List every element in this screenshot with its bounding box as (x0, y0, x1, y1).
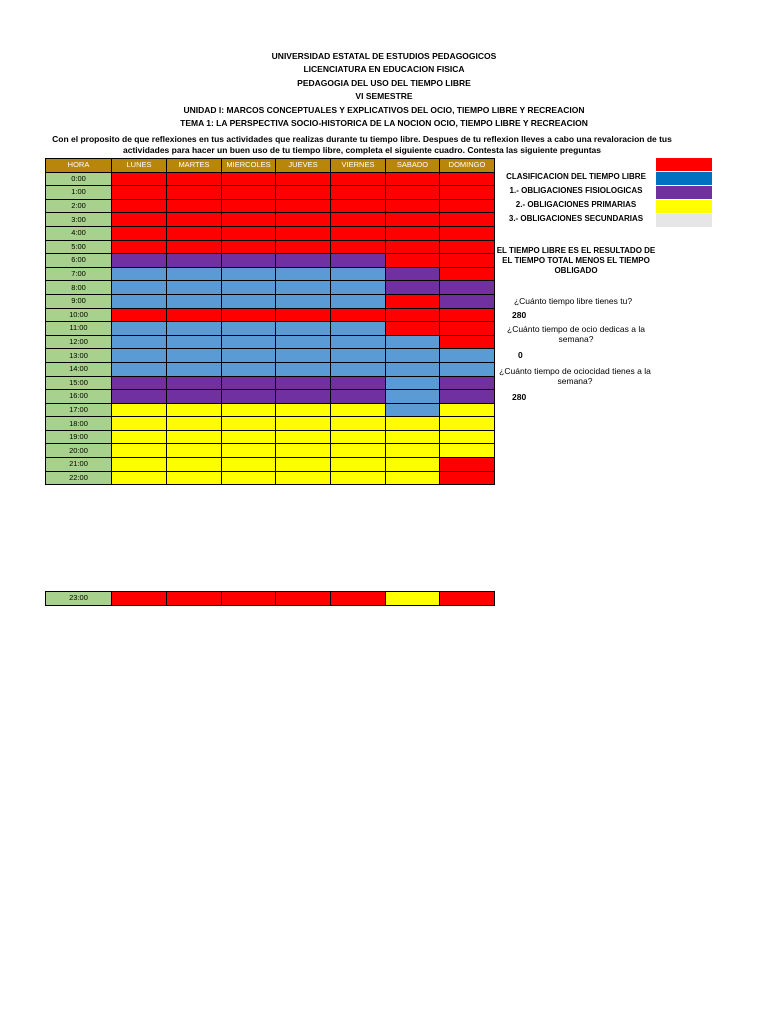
hour-cell: 12:00 (46, 335, 112, 349)
legend-swatch-blue (656, 172, 712, 185)
schedule-cell[interactable] (276, 226, 331, 240)
schedule-table (45, 158, 495, 485)
schedule-cell[interactable] (112, 186, 167, 200)
schedule-cell[interactable] (167, 335, 222, 349)
university-title: UNIVERSIDAD ESTATAL DE ESTUDIOS PEDAGOGICOS (271, 51, 497, 61)
schedule-cell[interactable] (167, 349, 222, 363)
schedule-cell[interactable] (276, 592, 331, 606)
header-cell: MIERCOLES (222, 159, 276, 173)
schedule-cell[interactable] (167, 322, 222, 336)
schedule-cell[interactable] (331, 226, 386, 240)
schedule-cell[interactable] (167, 281, 222, 295)
schedule-cell[interactable] (167, 403, 222, 417)
schedule-cell[interactable] (386, 403, 440, 417)
schedule-cell[interactable] (222, 240, 276, 254)
table-row (46, 335, 495, 349)
hour-cell: 4:00 (46, 226, 112, 240)
schedule-cell[interactable] (386, 471, 440, 485)
schedule-cell[interactable] (386, 335, 440, 349)
hour-cell: 7:00 (46, 267, 112, 281)
schedule-cell[interactable] (222, 226, 276, 240)
schedule-cell[interactable] (440, 444, 495, 458)
schedule-cell[interactable] (276, 186, 331, 200)
schedule-cell[interactable] (440, 213, 495, 227)
hour-cell: 1:00 (46, 186, 112, 200)
schedule-cell[interactable] (386, 186, 440, 200)
schedule-cell[interactable] (386, 294, 440, 308)
hour-cell: 5:00 (46, 240, 112, 254)
schedule-cell[interactable] (167, 226, 222, 240)
schedule-cell[interactable] (440, 335, 495, 349)
schedule-cell[interactable] (276, 254, 331, 268)
table-row (46, 444, 495, 458)
schedule-cell[interactable] (331, 444, 386, 458)
schedule-cell[interactable] (276, 471, 331, 485)
schedule-cell[interactable] (276, 430, 331, 444)
degree-title: LICENCIATURA EN EDUCACION FISICA (303, 64, 465, 74)
schedule-cell[interactable] (276, 458, 331, 472)
schedule-cell[interactable] (440, 322, 495, 336)
schedule-cell[interactable] (276, 240, 331, 254)
schedule-cell[interactable] (440, 417, 495, 431)
schedule-cell[interactable] (331, 376, 386, 390)
schedule-cell[interactable] (167, 390, 222, 404)
schedule-cell[interactable] (112, 199, 167, 213)
schedule-cell[interactable] (331, 240, 386, 254)
schedule-cell[interactable] (167, 592, 222, 606)
schedule-cell[interactable] (222, 186, 276, 200)
schedule-cell[interactable] (222, 199, 276, 213)
schedule-cell[interactable] (112, 349, 167, 363)
schedule-cell[interactable] (276, 362, 331, 376)
legend-swatch-gray (656, 214, 712, 227)
schedule-cell[interactable] (222, 254, 276, 268)
table-row (46, 349, 495, 363)
schedule-cell[interactable] (331, 281, 386, 295)
table-row (46, 172, 495, 186)
schedule-cell[interactable] (440, 186, 495, 200)
schedule-cell[interactable] (386, 199, 440, 213)
header-cell: SABADO (386, 159, 440, 173)
table-row (46, 403, 495, 417)
table-row (46, 376, 495, 390)
schedule-cell[interactable] (386, 592, 440, 606)
hour-cell: 23:00 (46, 592, 112, 606)
hour-cell: 11:00 (46, 322, 112, 336)
schedule-cell[interactable] (167, 430, 222, 444)
legend-title: CLASIFICACION DEL TIEMPO LIBRE (506, 172, 646, 181)
schedule-cell[interactable] (276, 335, 331, 349)
schedule-cell[interactable] (440, 376, 495, 390)
table-row (46, 390, 495, 404)
schedule-cell[interactable] (222, 376, 276, 390)
schedule-cell[interactable] (276, 349, 331, 363)
instructions-text: Con el proposito de que reflexiones en tus actividades que realizas durante tu tiempo libre. Despues de tu reflexion lleves a cabo una revaloracion de tus actividades para hacer un buen uso de tu tiempo libre, completa el siguiente cuadro. Contesta las siguiente preguntas (52, 134, 672, 155)
schedule-cell[interactable] (440, 592, 495, 606)
schedule-cell[interactable] (222, 322, 276, 336)
table-row (46, 226, 495, 240)
schedule-cell[interactable] (440, 281, 495, 295)
table-row (46, 362, 495, 376)
schedule-cell[interactable] (167, 294, 222, 308)
schedule-cell[interactable] (386, 172, 440, 186)
hour-cell: 10:00 (46, 308, 112, 322)
schedule-cell[interactable] (440, 254, 495, 268)
schedule-cell[interactable] (112, 281, 167, 295)
table-row (46, 240, 495, 254)
table-row (46, 186, 495, 200)
course-title: PEDAGOGIA DEL USO DEL TIEMPO LIBRE (297, 78, 471, 88)
hour-cell: 15:00 (46, 376, 112, 390)
schedule-cell[interactable] (167, 240, 222, 254)
schedule-cell[interactable] (276, 281, 331, 295)
schedule-cell[interactable] (331, 322, 386, 336)
schedule-cell[interactable] (222, 349, 276, 363)
schedule-cell[interactable] (276, 172, 331, 186)
schedule-cell[interactable] (386, 267, 440, 281)
schedule-cell[interactable] (386, 458, 440, 472)
schedule-cell[interactable] (331, 335, 386, 349)
hour-cell: 0:00 (46, 172, 112, 186)
schedule-cell[interactable] (331, 471, 386, 485)
schedule-cell[interactable] (112, 254, 167, 268)
schedule-cell[interactable] (167, 186, 222, 200)
answer-1: 280 (512, 310, 527, 320)
schedule-cell[interactable] (112, 376, 167, 390)
schedule-cell[interactable] (167, 376, 222, 390)
schedule-cell[interactable] (386, 322, 440, 336)
schedule-cell[interactable] (167, 213, 222, 227)
schedule-cell[interactable] (222, 390, 276, 404)
definition-text: EL TIEMPO LIBRE ES EL RESULTADO DE EL TIEMPO TOTAL MENOS EL TIEMPO OBLIGADO (496, 246, 656, 275)
schedule-cell[interactable] (112, 417, 167, 431)
legend-item-3: 3.- OBLIGACIONES SECUNDARIAS (508, 214, 644, 223)
schedule-cell[interactable] (167, 471, 222, 485)
question-2: ¿Cuánto tiempo de ocio dedicas a la semana? (507, 324, 645, 344)
schedule-cell[interactable] (112, 335, 167, 349)
schedule-cell[interactable] (331, 213, 386, 227)
schedule-cell[interactable] (276, 308, 331, 322)
table-row (46, 592, 495, 606)
schedule-cell[interactable] (222, 281, 276, 295)
schedule-cell[interactable] (112, 362, 167, 376)
schedule-cell[interactable] (386, 444, 440, 458)
schedule-cell[interactable] (167, 444, 222, 458)
schedule-cell[interactable] (331, 254, 386, 268)
legend-item-1: 1.- OBLIGACIONES FISIOLOGICAS (509, 186, 643, 195)
schedule-cell[interactable] (276, 199, 331, 213)
schedule-cell[interactable] (167, 172, 222, 186)
schedule-cell[interactable] (276, 403, 331, 417)
schedule-cell[interactable] (331, 199, 386, 213)
header-cell: MARTES (167, 159, 222, 173)
schedule-cell[interactable] (112, 226, 167, 240)
schedule-cell[interactable] (222, 471, 276, 485)
schedule-cell[interactable] (386, 254, 440, 268)
schedule-cell[interactable] (167, 199, 222, 213)
hour-cell: 8:00 (46, 281, 112, 295)
table-row (46, 430, 495, 444)
schedule-cell[interactable] (112, 444, 167, 458)
schedule-cell[interactable] (440, 390, 495, 404)
schedule-cell[interactable] (440, 458, 495, 472)
schedule-cell[interactable] (222, 335, 276, 349)
schedule-cell[interactable] (440, 471, 495, 485)
schedule-cell[interactable] (386, 281, 440, 295)
schedule-cell[interactable] (167, 417, 222, 431)
schedule-cell[interactable] (167, 267, 222, 281)
schedule-cell[interactable] (440, 226, 495, 240)
table-row (46, 213, 495, 227)
schedule-cell[interactable] (222, 267, 276, 281)
table-row (46, 254, 495, 268)
schedule-cell[interactable] (331, 417, 386, 431)
answer-3: 280 (512, 392, 527, 402)
hour-cell: 22:00 (46, 471, 112, 485)
hour-cell: 6:00 (46, 254, 112, 268)
schedule-cell[interactable] (222, 403, 276, 417)
table-row (46, 267, 495, 281)
schedule-header-row (46, 159, 495, 173)
schedule-cell[interactable] (112, 430, 167, 444)
unit-title: UNIDAD I: MARCOS CONCEPTUALES Y EXPLICATIVOS DEL OCIO, TIEMPO LIBRE Y RECREACION (183, 105, 585, 115)
schedule-cell[interactable] (440, 349, 495, 363)
topic-title: TEMA 1: LA PERSPECTIVA SOCIO-HISTORICA DE LA NOCION OCIO, TIEMPO LIBRE Y RECREACION (180, 118, 588, 128)
schedule-cell[interactable] (112, 458, 167, 472)
schedule-cell[interactable] (386, 376, 440, 390)
header-cell: VIERNES (331, 159, 386, 173)
schedule-cell[interactable] (167, 458, 222, 472)
schedule-cell[interactable] (331, 172, 386, 186)
table-row (46, 417, 495, 431)
schedule-cell[interactable] (112, 267, 167, 281)
hour-cell: 20:00 (46, 444, 112, 458)
header-cell: JUEVES (276, 159, 331, 173)
hour-cell: 3:00 (46, 213, 112, 227)
schedule-cell[interactable] (222, 430, 276, 444)
hour-cell: 9:00 (46, 294, 112, 308)
schedule-cell[interactable] (112, 294, 167, 308)
hour-cell: 13:00 (46, 349, 112, 363)
schedule-cell[interactable] (167, 254, 222, 268)
schedule-cell[interactable] (222, 172, 276, 186)
legend-swatch-purple (656, 186, 712, 199)
hour-cell: 19:00 (46, 430, 112, 444)
schedule-cell[interactable] (167, 362, 222, 376)
schedule-cell[interactable] (331, 403, 386, 417)
table-row (46, 458, 495, 472)
hour-cell: 16:00 (46, 390, 112, 404)
schedule-cell[interactable] (276, 294, 331, 308)
schedule-cell[interactable] (112, 172, 167, 186)
schedule-cell[interactable] (112, 390, 167, 404)
schedule-cell[interactable] (386, 362, 440, 376)
schedule-cell[interactable] (112, 308, 167, 322)
schedule-cell[interactable] (112, 403, 167, 417)
schedule-cell[interactable] (331, 430, 386, 444)
schedule-cell[interactable] (222, 417, 276, 431)
schedule-cell[interactable] (222, 213, 276, 227)
schedule-cell[interactable] (440, 430, 495, 444)
schedule-table-last (45, 591, 495, 606)
hour-cell: 14:00 (46, 362, 112, 376)
schedule-cell[interactable] (222, 362, 276, 376)
schedule-cell[interactable] (167, 308, 222, 322)
schedule-cell[interactable] (276, 376, 331, 390)
legend-swatch-red (656, 158, 712, 171)
header-cell: HORA (46, 159, 112, 173)
schedule-cell[interactable] (440, 172, 495, 186)
table-row (46, 471, 495, 485)
schedule-cell[interactable] (112, 471, 167, 485)
schedule-cell[interactable] (112, 240, 167, 254)
answer-2: 0 (518, 350, 523, 360)
schedule-cell[interactable] (331, 267, 386, 281)
semester-title: VI SEMESTRE (355, 91, 413, 101)
schedule-cell[interactable] (331, 308, 386, 322)
table-row (46, 281, 495, 295)
schedule-cell[interactable] (276, 267, 331, 281)
legend-swatch-yellow (656, 200, 712, 213)
schedule-cell[interactable] (440, 240, 495, 254)
schedule-cell[interactable] (331, 592, 386, 606)
schedule-cell[interactable] (331, 362, 386, 376)
schedule-cell[interactable] (386, 430, 440, 444)
schedule-cell[interactable] (112, 213, 167, 227)
schedule-cell[interactable] (222, 308, 276, 322)
schedule-cell[interactable] (386, 308, 440, 322)
hour-cell: 2:00 (46, 199, 112, 213)
schedule-cell[interactable] (276, 417, 331, 431)
header-cell: LUNES (112, 159, 167, 173)
schedule-cell[interactable] (222, 444, 276, 458)
schedule-cell[interactable] (386, 213, 440, 227)
schedule-cell[interactable] (386, 240, 440, 254)
schedule-cell[interactable] (386, 349, 440, 363)
schedule-cell[interactable] (440, 362, 495, 376)
question-3: ¿Cuánto tiempo de ociocidad tienes a la semana? (499, 366, 651, 386)
schedule-cell[interactable] (386, 390, 440, 404)
table-row (46, 294, 495, 308)
schedule-cell[interactable] (112, 592, 167, 606)
schedule-cell[interactable] (331, 294, 386, 308)
header-cell: DOMINGO (440, 159, 495, 173)
legend-item-2: 2.- OBLIGACIONES PRIMARIAS (515, 200, 637, 209)
schedule-cell[interactable] (331, 186, 386, 200)
schedule-cell[interactable] (276, 444, 331, 458)
schedule-cell[interactable] (331, 390, 386, 404)
schedule-cell[interactable] (276, 213, 331, 227)
schedule-cell[interactable] (331, 458, 386, 472)
table-row (46, 308, 495, 322)
schedule-cell[interactable] (222, 458, 276, 472)
schedule-cell[interactable] (112, 322, 167, 336)
schedule-cell[interactable] (440, 308, 495, 322)
schedule-cell[interactable] (440, 403, 495, 417)
schedule-cell[interactable] (276, 390, 331, 404)
hour-cell: 18:00 (46, 417, 112, 431)
question-1: ¿Cuánto tiempo libre tienes tu? (513, 296, 633, 306)
schedule-cell[interactable] (440, 267, 495, 281)
schedule-cell[interactable] (440, 199, 495, 213)
table-row (46, 199, 495, 213)
schedule-cell[interactable] (276, 322, 331, 336)
schedule-cell[interactable] (222, 294, 276, 308)
schedule-cell[interactable] (222, 592, 276, 606)
schedule-cell[interactable] (386, 226, 440, 240)
hour-cell: 21:00 (46, 458, 112, 472)
schedule-cell[interactable] (331, 349, 386, 363)
schedule-cell[interactable] (386, 417, 440, 431)
schedule-cell[interactable] (440, 294, 495, 308)
table-row (46, 322, 495, 336)
hour-cell: 17:00 (46, 403, 112, 417)
